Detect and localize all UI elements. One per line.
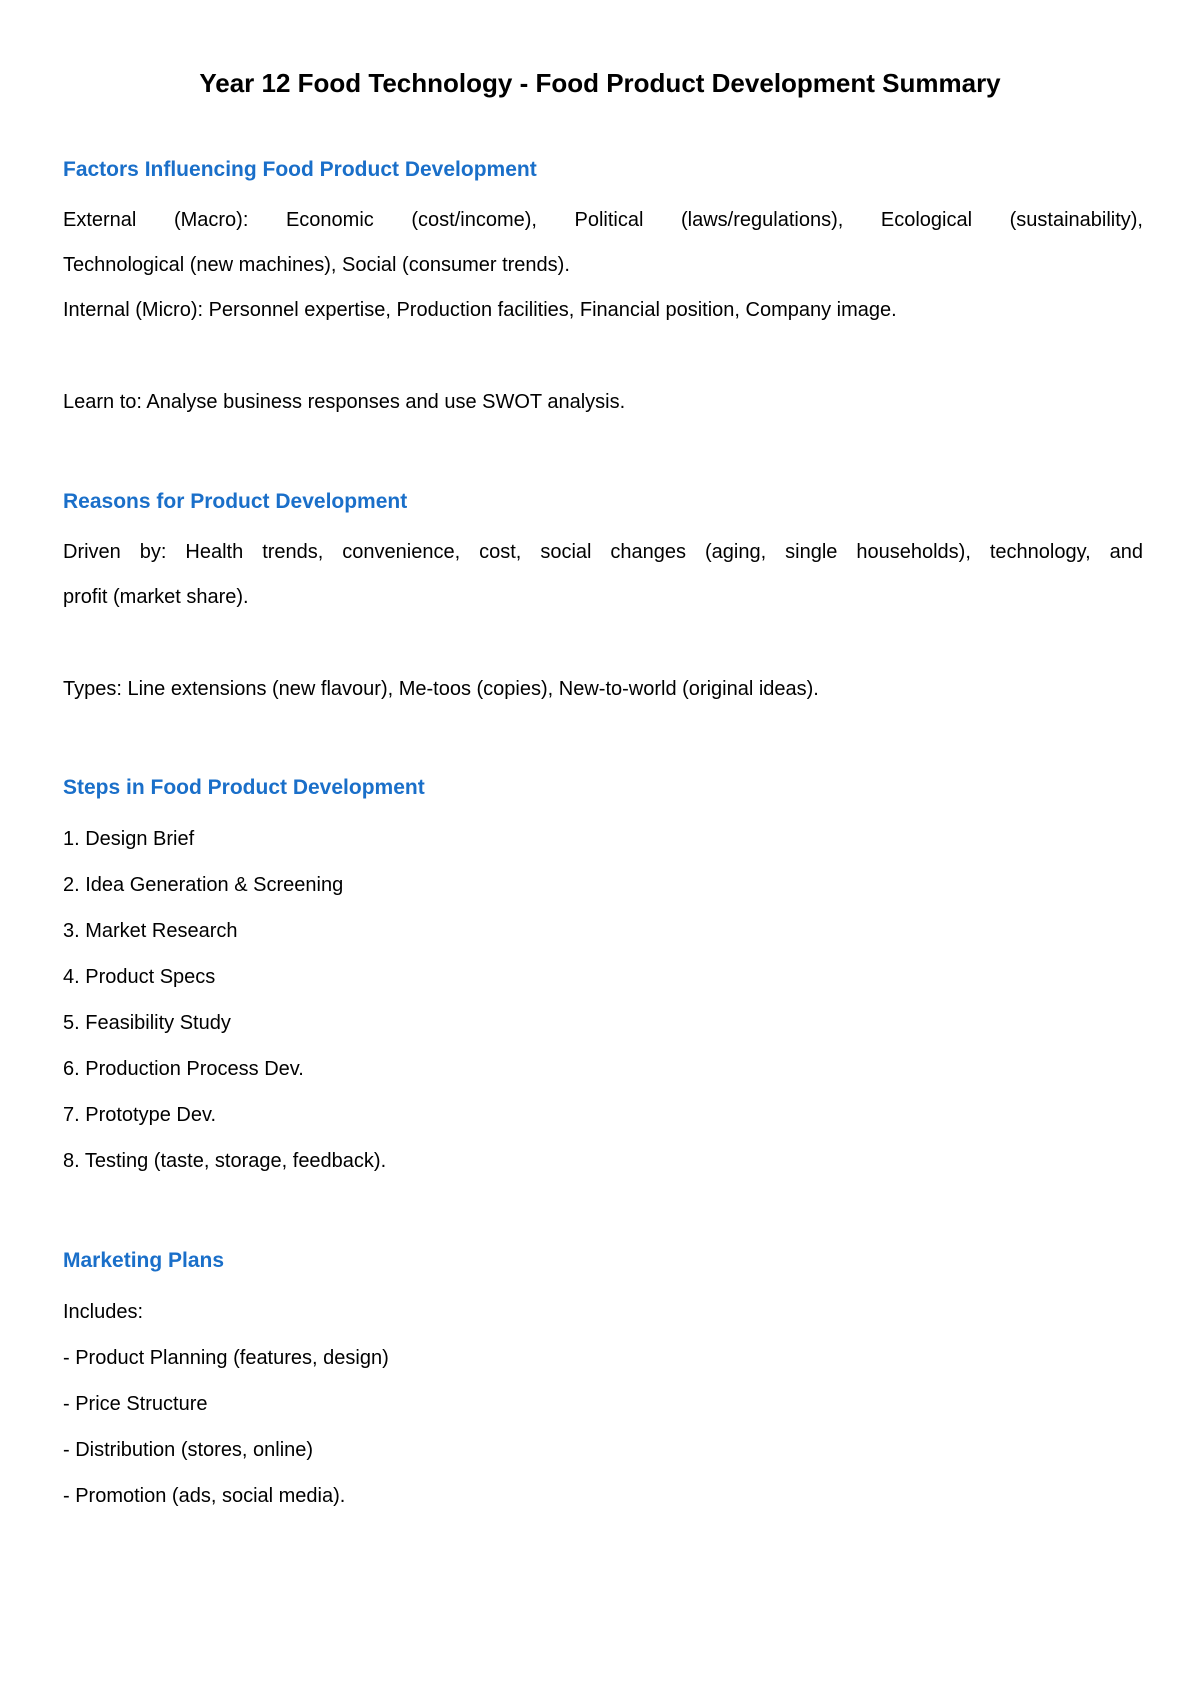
internal-factors-line: Internal (Micro): Personnel expertise, Production facilities, Financial position, Company image. xyxy=(63,299,897,321)
step-item: 4. Product Specs xyxy=(63,966,216,988)
step-item: 6. Production Process Dev. xyxy=(63,1058,304,1080)
marketing-item: - Distribution (stores, online) xyxy=(63,1439,314,1461)
types-line: Types: Line extensions (new flavour), Me-toos (copies), New-to-world (original ideas). xyxy=(63,678,819,700)
learn-to-line: Learn to: Analyse business responses and use SWOT analysis. xyxy=(63,391,626,413)
section-heading-steps: Steps in Food Product Development xyxy=(63,776,425,799)
step-item: 7. Prototype Dev. xyxy=(63,1104,217,1126)
section-heading-factors: Factors Influencing Food Product Development xyxy=(63,158,537,181)
step-item: 8. Testing (taste, storage, feedback). xyxy=(63,1150,387,1172)
step-item: 2. Idea Generation & Screening xyxy=(63,874,344,896)
step-item: 1. Design Brief xyxy=(63,828,195,850)
driven-by-line-1: Driven by: Health trends, convenience, cost, social changes (aging, single households), technology, and xyxy=(63,541,1143,563)
section-heading-marketing: Marketing Plans xyxy=(63,1249,225,1272)
document-title: Year 12 Food Technology - Food Product Development Summary xyxy=(199,68,1001,98)
driven-by-line-2: profit (market share). xyxy=(63,586,249,608)
step-item: 3. Market Research xyxy=(63,920,238,942)
marketing-item: - Price Structure xyxy=(63,1393,208,1415)
step-item: 5. Feasibility Study xyxy=(63,1012,231,1034)
marketing-item: - Product Planning (features, design) xyxy=(63,1347,389,1369)
marketing-intro: Includes: xyxy=(63,1301,144,1323)
section-heading-reasons: Reasons for Product Development xyxy=(63,490,408,513)
external-factors-line-1: External (Macro): Economic (cost/income), Political (laws/regulations), Ecological (sustainability), xyxy=(63,209,1143,231)
marketing-item: - Promotion (ads, social media). xyxy=(63,1485,346,1507)
external-factors-line-2: Technological (new machines), Social (consumer trends). xyxy=(63,254,570,276)
